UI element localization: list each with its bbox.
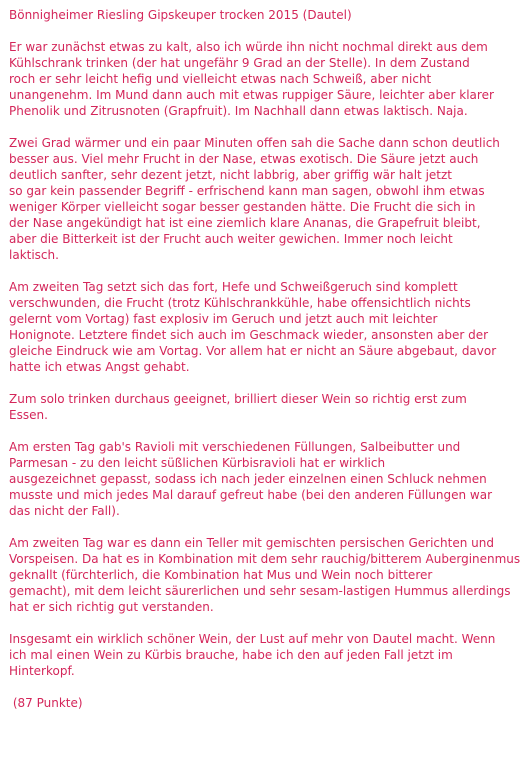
text-line: musste und mich jedes Mal darauf gefreut habe (bei den anderen Füllungen war bbox=[9, 488, 493, 502]
text-line: roch er sehr leicht hefig und vielleicht etwas nach Schweiß, aber nicht bbox=[9, 72, 432, 86]
text-line: Honignote. Letztere findet sich auch im Geschmack wieder, ansonsten aber der bbox=[9, 328, 489, 342]
text-line: besser aus. Viel mehr Frucht in der Nase, etwas exotisch. Die Säure jetzt auch bbox=[9, 152, 479, 166]
text-line: Kühlschrank trinken (der hat ungefähr 9 Grad an der Stelle). In dem Zustand bbox=[9, 56, 470, 70]
text-line: Hinterkopf. bbox=[9, 664, 75, 678]
text-line: Insgesamt ein wirklich schöner Wein, der Lust auf mehr von Dautel macht. Wenn bbox=[9, 632, 496, 646]
wine-title: Bönnigheimer Riesling Gipskeuper trocken 2015 (Dautel) bbox=[9, 8, 352, 22]
paragraph-persian-food bbox=[9, 535, 525, 615]
text-line: Er war zunächst etwas zu kalt, also ich würde ihn nicht nochmal direkt aus dem bbox=[9, 40, 488, 54]
text-line: ausgezeichnet gepasst, sodass ich nach jeder einzelnen einen Schluck nehmen bbox=[9, 472, 487, 486]
text-line: Vorspeisen. Da hat es in Kombination mit dem sehr rauchig/bitterem Auberginenmus bbox=[9, 552, 521, 566]
text-line: Am zweiten Tag war es dann ein Teller mit gemischten persischen Gerichten und bbox=[9, 536, 494, 550]
text-line: Am ersten Tag gab's Ravioli mit verschiedenen Füllungen, Salbeibutter und bbox=[9, 440, 461, 454]
text-line: unangenehm. Im Mund dann auch mit etwas ruppiger Säure, leichter aber klarer bbox=[9, 88, 494, 102]
text-line: Essen. bbox=[9, 408, 48, 422]
text-line: Zum solo trinken durchaus geeignet, brilliert dieser Wein so richtig erst zum bbox=[9, 392, 467, 406]
paragraph-warmer bbox=[9, 135, 525, 263]
text-line: laktisch. bbox=[9, 248, 59, 262]
text-line: ich mal einen Wein zu Kürbis brauche, habe ich den auf jeden Fall jetzt im bbox=[9, 648, 453, 662]
text-line: deutlich sanfter, sehr dezent jetzt, nicht labbrig, aber griffig wär halt jetzt bbox=[9, 168, 452, 182]
text-line: hat er sich richtig gut verstanden. bbox=[9, 600, 214, 614]
text-line: geknallt (fürchterlich, die Kombination hat Mus und Wein noch bitterer bbox=[9, 568, 433, 582]
text-line: aber die Bitterkeit ist der Frucht auch weiter gewichen. Immer noch leicht bbox=[9, 232, 453, 246]
paragraph-conclusion bbox=[9, 631, 525, 679]
paragraph-food-pairing-intro bbox=[9, 391, 525, 423]
text-line: so gar kein passender Begriff - erfrischend kann man sagen, obwohl ihm etwas bbox=[9, 184, 485, 198]
tasting-note-document bbox=[9, 7, 525, 711]
text-line: Zwei Grad wärmer und ein paar Minuten offen sah die Sache dann schon deutlich bbox=[9, 136, 500, 150]
text-line: der Nase angekündigt hat ist eine ziemlich klare Ananas, die Grapefruit bleibt, bbox=[9, 216, 481, 230]
text-line: verschwunden, die Frucht (trotz Kühlschrankkühle, habe offensichtlich nichts bbox=[9, 296, 471, 310]
paragraph-first-impression bbox=[9, 39, 525, 119]
paragraph-ravioli bbox=[9, 439, 525, 519]
text-line: gleiche Eindruck wie am Vortag. Vor allem hat er nicht an Säure abgebaut, davor bbox=[9, 344, 497, 358]
text-line: Phenolik und Zitrusnoten (Grapfruit). Im Nachhall dann etwas laktisch. Naja. bbox=[9, 104, 468, 118]
paragraph-second-day bbox=[9, 279, 525, 375]
text-line: weniger Körper vielleicht sogar besser gestanden hätte. Die Frucht die sich in bbox=[9, 200, 476, 214]
text-line: Am zweiten Tag setzt sich das fort, Hefe und Schweißgeruch sind komplett bbox=[9, 280, 458, 294]
text-line: gemacht), mit dem leicht säurerlichen und sehr sesam-lastigen Hummus allerdings bbox=[9, 584, 511, 598]
text-line: hatte ich etwas Angst gehabt. bbox=[9, 360, 190, 374]
text-line: gelernt vom Vortag) fast explosiv im Geruch und jetzt auch mit leichter bbox=[9, 312, 438, 326]
text-line: Parmesan - zu den leicht süßlichen Kürbisravioli hat er wirklich bbox=[9, 456, 386, 470]
text-line: das nicht der Fall). bbox=[9, 504, 120, 518]
score-rating: (87 Punkte) bbox=[9, 696, 83, 710]
